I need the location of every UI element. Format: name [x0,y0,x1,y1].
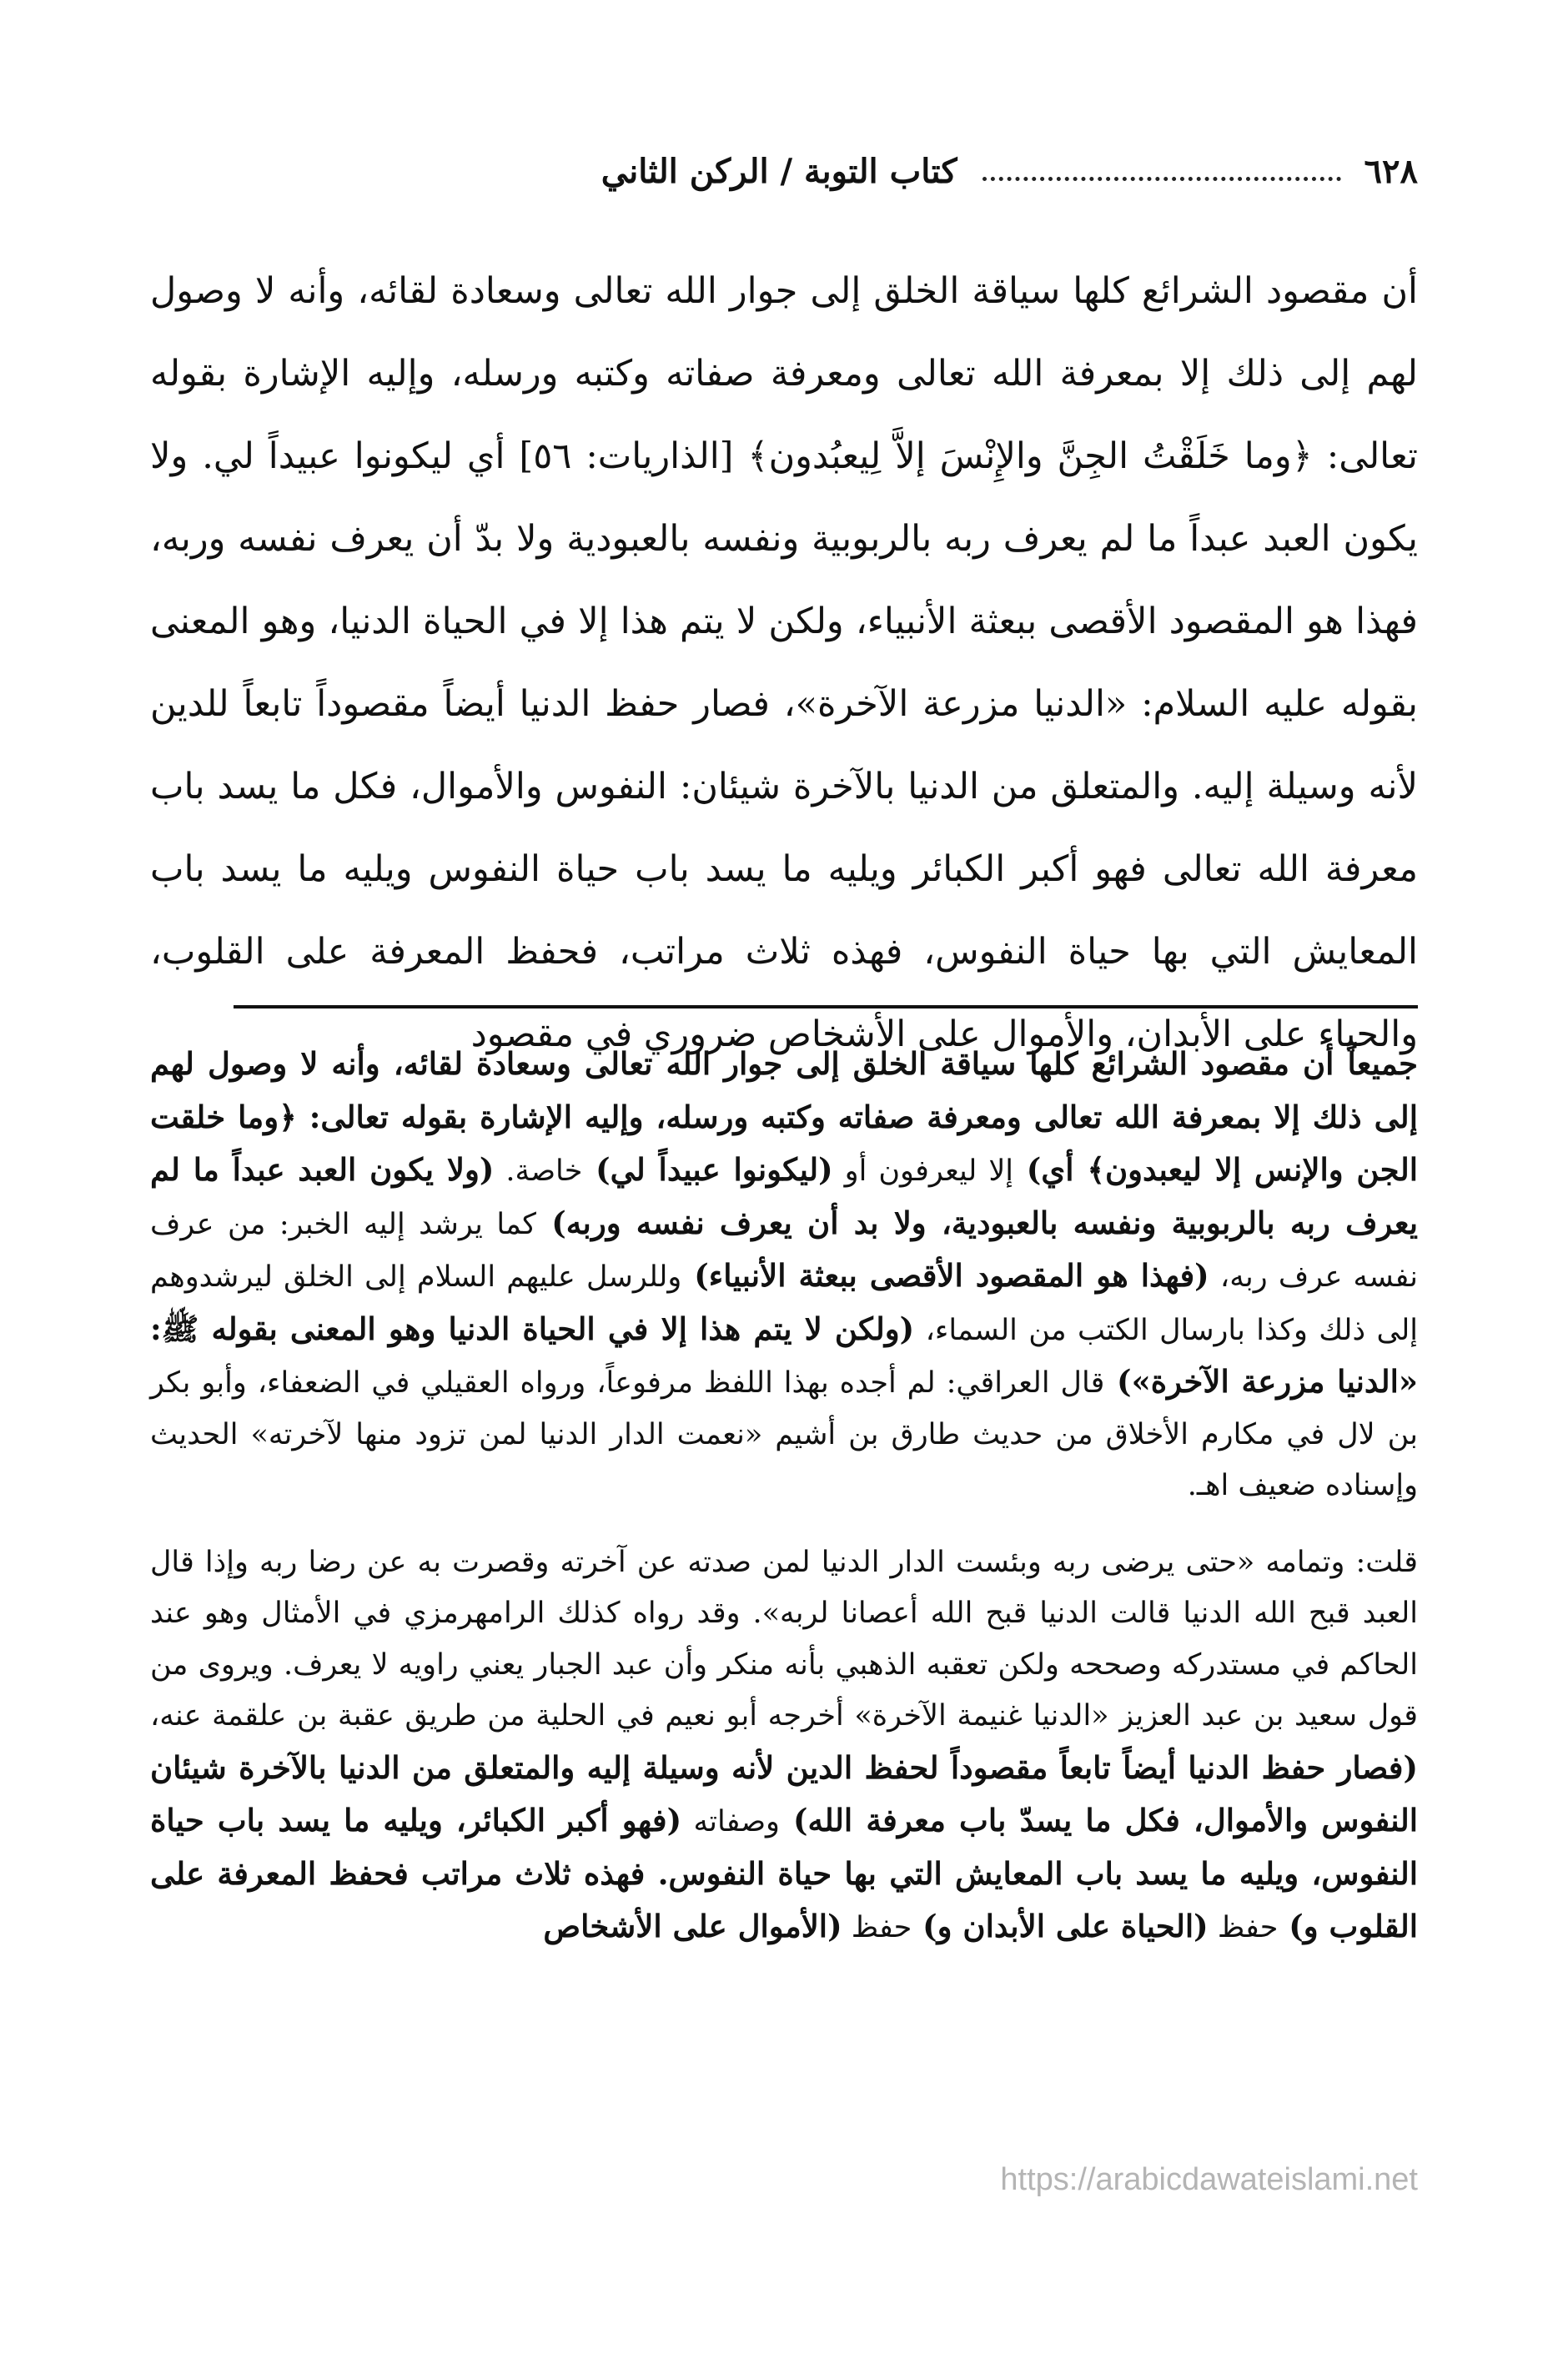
commentary-gloss-text: حفظ [1208,1911,1279,1944]
commentary-paragraph-1 [150,1039,1418,1512]
commentary-quoted-text: (فهو أكبر الكبائر، ويليه ما يسد باب حياة النفوس، ويليه ما يسد باب المعايش التي بها حياة النفوس. فهذه ثلاث مراتب فحفظ المعرفة على القلوب و) [150,1802,1418,1944]
running-title: كتاب التوبة / الركن الثاني [601,151,957,191]
footnote-separator-rule [234,1005,1418,1008]
page-header [150,142,1418,200]
commentary-gloss-text: قلت: وتمامه «حتى يرضى ربه وبئست الدار الدنيا لمن صدته عن آخرته وقصرت به عن رضا ربه وإذا قال العبد قبح الله الدنيا قالت الدنيا قبح الله أعصانا لربه». وقد رواه كذلك الرامهرمزي في الأمثال وهو عند الحاكم في مستدركه وصححه ولكن تعقبه الذهبي بأنه منكر وأن عبد الجبار يعني راويه لا يعرف. ويروى من قول سعيد بن عبد العزيز «الدنيا غنيمة الآخرة» أخرجه أبو نعيم في الحلية من طريق عقبة بن علقمة عنه، [150,1545,1418,1733]
main-paragraph: أن مقصود الشرائع كلها سياقة الخلق إلى جوار الله تعالى وسعادة لقائه، وأنه لا وصول لهم إلى ذلك إلا بمعرفة الله تعالى ومعرفة صفاته وكتبه ورسله، وإليه الإشارة بقوله تعالى: ﴿وما خَلَقْتُ الجِنَّ والإِنْسَ إلاَّ لِيعبُدون﴾ [الذاريات: ٥٦] أي ليكونوا عبيداً لي. ولا يكون العبد عبداً ما لم يعرف ربه بالربوبية ونفسه بالعبودية ولا بدّ أن يعرف نفسه وربه، فهذا هو المقصود الأقصى ببعثة الأنبياء، ولكن لا يتم هذا إلا في الحياة الدنيا، وهو المعنى بقوله عليه السلام: «الدنيا مزرعة الآخرة»، فصار حفظ الدنيا أيضاً مقصوداً تابعاً للدين لأنه وسيلة إليه. والمتعلق من الدنيا بالآخرة شيئان: النفوس والأموال، فكل ما يسد باب معرفة الله تعالى فهو أكبر الكبائر ويليه ما يسد باب حياة النفوس ويليه ما يسد باب المعايش التي بها حياة النفوس، فهذه ثلاث مراتب، فحفظ المعرفة على القلوب، والحياء على الأبدان، والأموال على الأشخاص ضروري في مقصود [150,270,1418,1055]
commentary-quoted-text: (فهذا هو المقصود الأقصى ببعثة الأنبياء) [681,1257,1209,1294]
commentary-paragraph-2 [150,1537,1418,1954]
commentary-quoted-text: (الحياة على الأبدان و) [912,1908,1209,1944]
commentary-quoted-text: (فصار حفظ الدنيا أيضاً تابعاً مقصوداً لحفظ الدين لأنه وسيلة إليه والمتعلق من الدنيا بالآخرة شيئان النفوس والأموال، فكل ما يسدّ باب معرفة الله) [150,1748,1418,1838]
commentary-gloss-text: وللرسل عليهم السلام إلى الخلق ليرشدوهم إلى ذلك وكذا بارسال الكتب من السماء، [150,1260,1419,1347]
commentary-section [150,1039,1418,1954]
commentary-quoted-text: (الأموال على الأشخاص [543,1908,842,1944]
commentary-gloss-text: خاصة. [494,1154,583,1188]
commentary-quoted-text: (ولكن لا يتم هذا إلا في الحياة الدنيا وهو المعنى بقوله ﷺ: «الدنيا مزرعة الآخرة») [150,1310,1419,1400]
commentary-gloss-text: إلا ليعرفون أو [832,1154,1013,1188]
header-dotted-leader [983,177,1341,181]
watermark-url: https://arabicdawateislami.net [1000,2162,1418,2197]
commentary-quoted-text: جميعاً أن مقصود الشرائع كلها سياقة الخلق إلى جوار الله تعالى وسعادة لقائه، وأنه لا وصول لهم إلى ذلك إلا بمعرفة الله تعالى ومعرفة صفاته وكتبه ورسله، وإليه الإشارة بقوله تعالى: ﴿وما خلقت الجن والإنس إلا ليعبدون﴾ أي) [150,1045,1419,1188]
page-number: ٦٢٨ [1364,151,1418,191]
commentary-gloss-text: كما يرشد إليه الخبر: من عرف نفسه عرف ربه، [150,1207,1418,1294]
main-text [150,250,1418,1076]
commentary-quoted-text: (ولا يكون العبد عبداً ما لم يعرف ربه بالربوبية ونفسه بالعبودية، ولا بد أن يعرف نفسه وربه) [150,1151,1418,1241]
commentary-quoted-text: (ليكونوا عبيداً لي) [582,1151,833,1188]
commentary-gloss-text: وصفاته [681,1805,780,1838]
commentary-gloss-text: حفظ [842,1911,912,1944]
commentary-gloss-text: قال العراقي: لم أجده بهذا اللفظ مرفوعاً، ورواه العقيلي في الضعفاء، وأبو بكر بن لال في مكارم الأخلاق من حديث طارق بن أشيم «نعمت الدار الدنيا لمن تزود منها لآخرته» الحديث وإسناده ضعيف اهـ. [150,1366,1418,1502]
